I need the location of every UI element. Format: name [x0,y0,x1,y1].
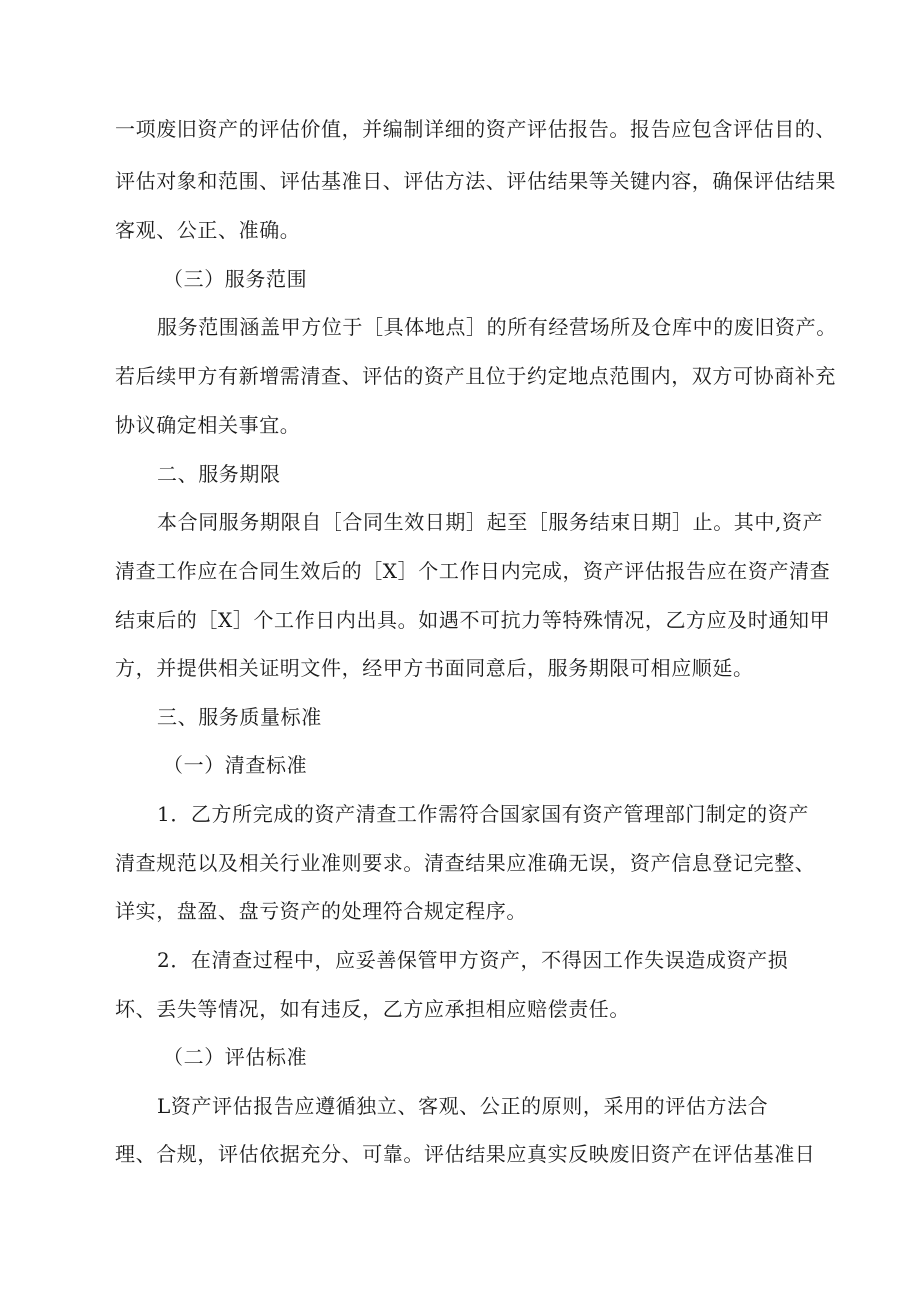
paragraph-line-1: 一项废旧资产的评估价值，并编制详细的资产评估报告。报告应包含评估目的、 [115,117,836,141]
paragraph-line-11: 结束后的［X］个工作日内出具。如遇不可抗力等特殊情况，乙方应及时通知甲 [115,608,831,632]
subsection-heading-evaluation-standard: （二）评估标准 [163,1045,308,1069]
paragraph-line-18: 2．在清查过程中，应妥善保管甲方资产，不得因工作失误造成资产损 [157,948,789,972]
paragraph-line-3: 客观、公正、准确。 [115,218,301,242]
paragraph-line-19: 坏、丢失等情况，如有违反，乙方应承担相应赔偿责任。 [115,997,630,1021]
section-heading-service-scope: （三）服务范围 [163,267,308,291]
paragraph-line-6: 若后续甲方有新增需清查、评估的资产且位于约定地点范围内，双方可协商补充 [115,364,836,388]
paragraph-line-12: 方，并提供相关证明文件，经甲方书面同意后，服务期限可相应顺延。 [115,656,754,680]
paragraph-line-9: 本合同服务期限自［合同生效日期］起至［服务结束日期］止。其中,资产 [157,510,824,534]
section-heading-service-period: 二、服务期限 [157,462,281,486]
paragraph-line-10: 清查工作应在合同生效后的［X］个工作日内完成，资产评估报告应在资产清查 [115,559,831,583]
paragraph-line-15: 1．乙方所完成的资产清查工作需符合国家国有资产管理部门制定的资产 [157,802,809,826]
paragraph-line-7: 协议确定相关事宜。 [115,413,301,437]
paragraph-line-5: 服务范围涵盖甲方位于［具体地点］的所有经营场所及仓库中的废旧资产。 [157,315,837,339]
subsection-heading-inventory-standard: （一）清查标准 [163,753,308,777]
paragraph-line-2: 评估对象和范围、评估基准日、评估方法、评估结果等关键内容，确保评估结果 [115,169,836,193]
section-heading-quality-standard: 三、服务质量标准 [157,705,322,729]
paragraph-line-16: 清查规范以及相关行业准则要求。清查结果应准确无误，资产信息登记完整、 [115,851,816,875]
paragraph-line-22: 理、合规，评估依据充分、可靠。评估结果应真实反映废旧资产在评估基准日 [115,1142,816,1166]
paragraph-line-21: L资产评估报告应遵循独立、客观、公正的原则，采用的评估方法合 [157,1094,769,1118]
paragraph-line-17: 详实，盘盈、盘亏资产的处理符合规定程序。 [115,899,527,923]
